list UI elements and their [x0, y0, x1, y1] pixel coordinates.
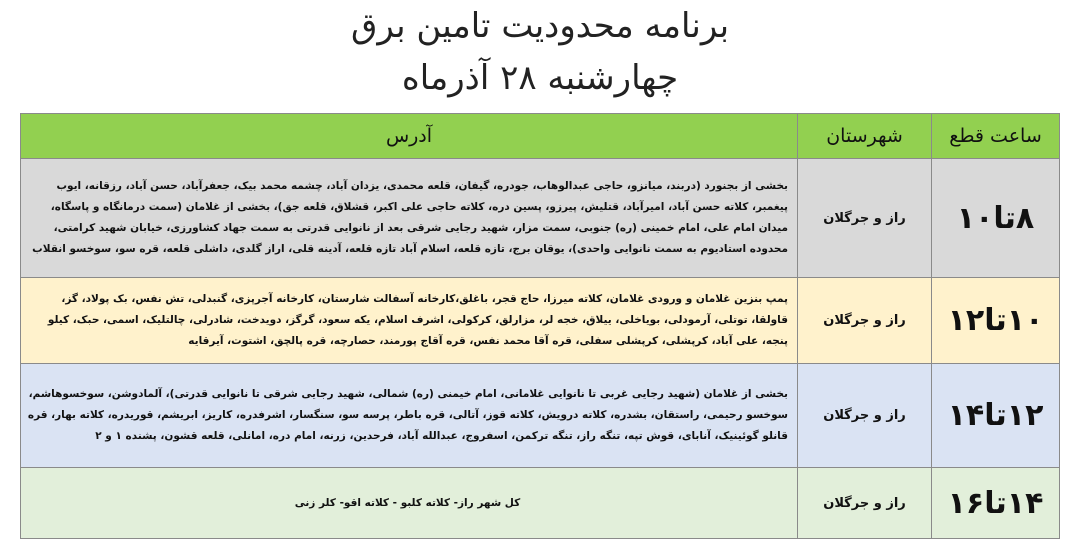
address-cell: کل شهر راز- کلاته کلبو - کلاته اقو- کلر زنی: [21, 468, 798, 539]
header-city: شهرستان: [798, 114, 932, 159]
page-title: برنامه محدودیت تامین برق: [350, 6, 730, 46]
page-subtitle: چهارشنبه ۲۸ آذرماه: [401, 58, 679, 98]
city-cell: راز و جرگلان: [798, 159, 932, 278]
table-header-row: [21, 114, 1060, 159]
outage-table: [20, 113, 1060, 539]
outage-time-cell: ۸تا۱۰: [932, 159, 1060, 278]
table-row: [21, 468, 1060, 539]
outage-time-cell: ۱۲تا۱۴: [932, 364, 1060, 468]
table-row: [21, 364, 1060, 468]
outage-time-cell: ۱۴تا۱۶: [932, 468, 1060, 539]
address-cell: بخشی از غلامان (شهید رجایی غربی تا نانوایی غلامانی، امام خیمنی (ره) شمالی، شهید رجایی شرقی تا نانوایی قدرتی)، آلمادوشن، سوخسوهاشم، سوخسو رحیمی، راستقان، بشدره، کلاته درویش، کلاته قوز، آتالی، قره باطر، پرسه سو، سنگسار، اشرفدره، کاریز، ابریشم، قوریدره، کلاته بهار، قره قانلو گوئینیک، آنابای، قوش تپه، تنگه راز، تنگه ترکمن، اسفروج، عبدالله آباد، فرحدین، زرنه، امام دره، امانلی، قلعه قشون، پشنده ۱ و ۲: [21, 364, 798, 468]
table-row: [21, 278, 1060, 364]
table-row: [21, 159, 1060, 278]
address-cell: بخشی از بجنورد (دربند، میانزو، حاجی عبدالوهاب، جودره، گیفان، قلعه محمدی، یزدان آباد، چشمه محمد بیک، جعفرآباد، حسن آباد، رزقانه، ایوب پیغمبر، کلاته حسن آباد، امیرآباد، قتلیش، پیرزو، پسین دره، کلاته حاجی علی اکبر، قشلاق، قلعه جق)، بخشی از غلامان (سمت درمانگاه و پاسگاه، میدان امام علی، امام خمینی (ره) جنوبی، سمت مزار، شهید رجایی شرقی بعد از نانوایی قدرتی به سمت جهاد کشاورزی، خیابان شهید کرامتی، محدوده استادیوم به سمت نانوایی واحدی)، یوقان برج، تازه قلعه، اسلام آباد تازه قلعه، آدینه قلی، اراز گلدی، داشلی قلعه، قره سو، سوخسو انقلاب: [21, 159, 798, 278]
header-address: آدرس: [21, 114, 798, 159]
city-cell: راز و جرگلان: [798, 468, 932, 539]
city-cell: راز و جرگلان: [798, 278, 932, 364]
address-cell: پمپ بنزین غلامان و ورودی غلامان، کلاته میرزا، حاج قجر، باغلق،کارخانه آسفالت شارستان، کارخانه آجرپزی، گنبدلی، تش نفس، بک پولاد، گز، قاولقا، توتلی، آرمودلی، بویاخلی، ییلاق، خجه لر، مزارلق، کرکولی، اشرف اسلام، یکه سعود، گرگز، دویدخت، شادرلی، چالتلیک، اسمی، حبک، کیلو پنجه، علی آباد، کرپشلی، کرپشلی سفلی، قره آقا محمد نفس، قره آقاج پورمند، حصارچه، قره پالچق، اشتوت، آیرقایه: [21, 278, 798, 364]
header-time: ساعت قطع: [932, 114, 1060, 159]
outage-time-cell: ۱۰تا۱۲: [932, 278, 1060, 364]
city-cell: راز و جرگلان: [798, 364, 932, 468]
